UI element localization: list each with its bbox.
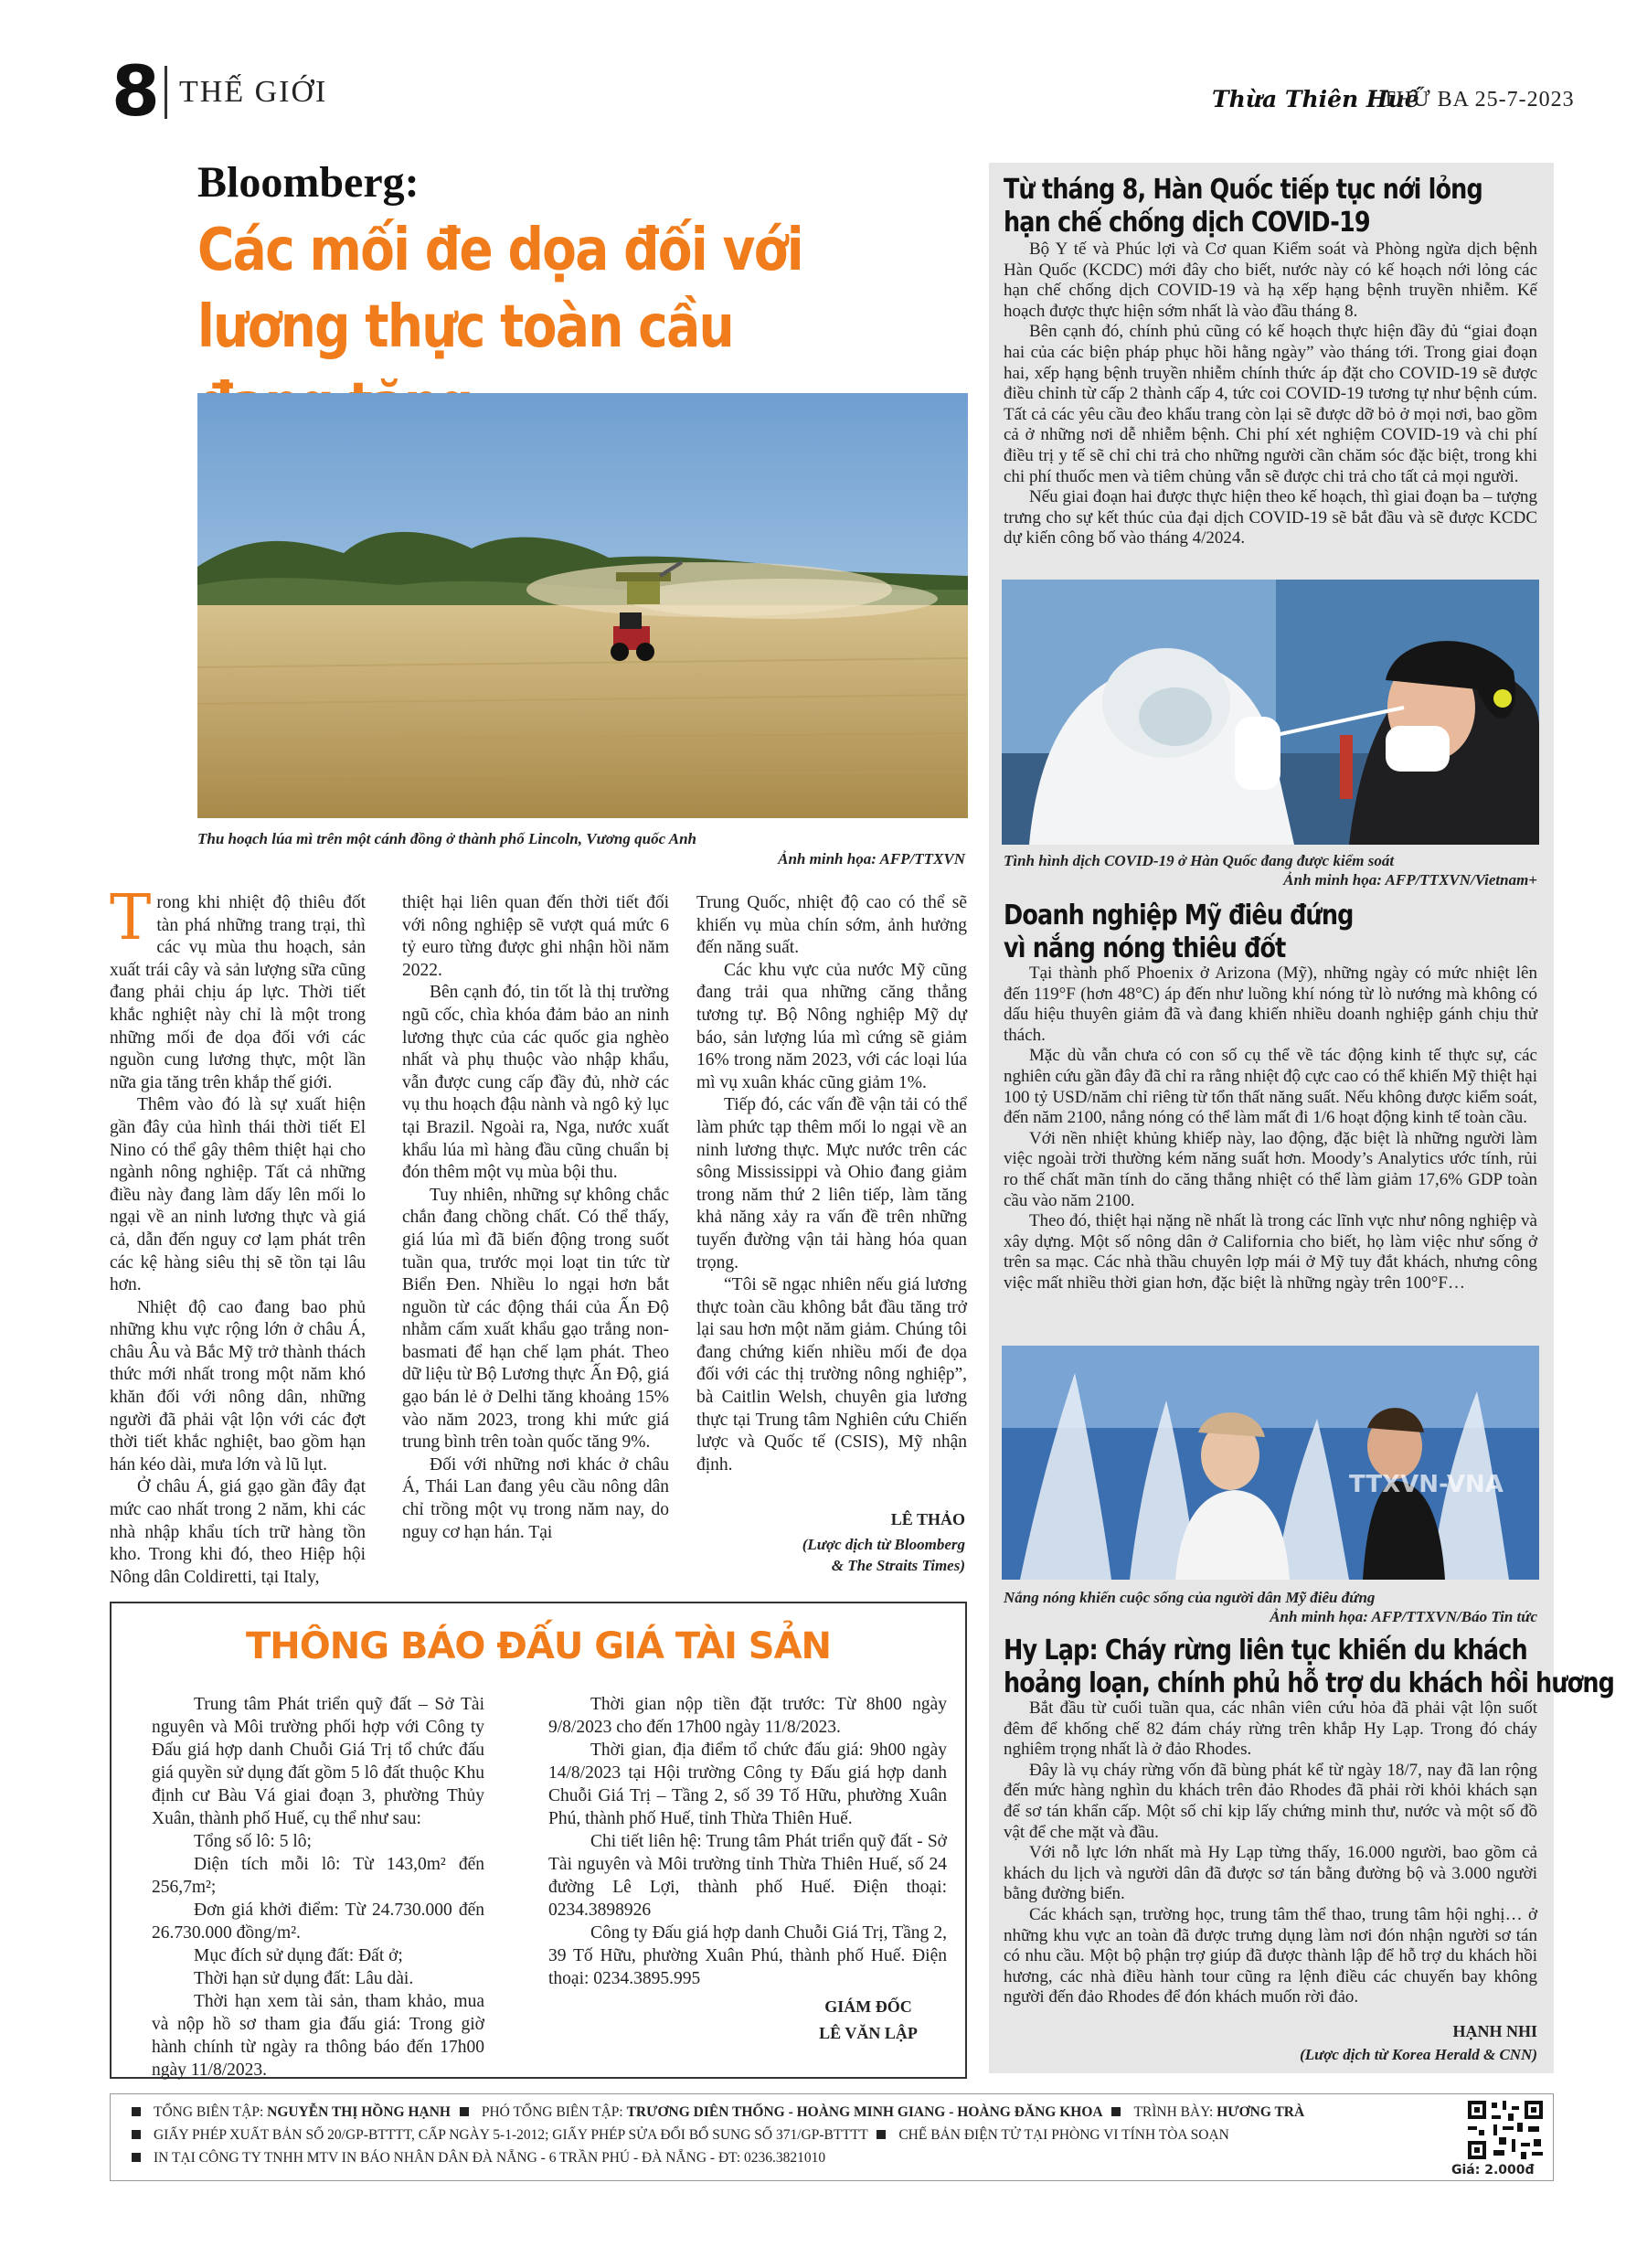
heat-photo-caption: Nắng nóng khiến cuộc sống của người dân Mỹ điêu đứng: [1004, 1589, 1376, 1606]
footer-row-license: [126, 2125, 1229, 2145]
sidebar-paragraph: Các khách sạn, trường học, trung tâm thể thao, trung tâm hội nghị… ở những khu vực an toàn đã được trưng dụng làm nơi đón nhận người sơ tán có nhu cầu. Một bộ phận trợ giúp đã được thành lập để hỗ trợ du khách hồi hương, các nhà điều hành tour cũng ra lệnh điều các chuyến bay không người đến đảo Rhodes để đón khách muốn rời đảo.: [1004, 1904, 1537, 2007]
notice-paragraph: Đơn giá khởi điểm: Từ 24.730.000 đến 26.730.000 đồng/m².: [152, 1901, 484, 1943]
sidebar-paragraph: Theo đó, thiệt hại nặng nề nhất là trong các lĩnh vực như nông nghiệp và xây dựng. Một số nông dân ở California cho biết, họ làm việc như sống ở trên sa mạc. Các nhà thầu chuyên lợp mái ở Mỹ tuy đắt khách, nhưng công việc mất nhiều thời gian hơn, đặc biệt là những ngày trên 100°F…: [1004, 1211, 1537, 1293]
section-name: THẾ GIỚI: [179, 75, 328, 109]
sidebar-article-3-source: (Lược dịch từ Korea Herald & CNN): [1300, 2046, 1537, 2063]
sidebar-paragraph: Bắt đầu từ cuối tuần qua, các nhân viên cứu hỏa đã phải vật lộn suốt đêm để khống chế 82 đám cháy rừng trên khắp Hy Lạp. Trong đó cháy nghiêm trọng nhất là ở đảo Rhodes.: [1004, 1698, 1537, 1760]
bullet-square-icon: [877, 2130, 886, 2139]
header-divider: [165, 66, 167, 119]
footer-row-printer: [126, 2148, 825, 2167]
page-number: 8: [112, 50, 160, 132]
notice-paragraph: Thời hạn xem tài sản, tham khảo, mua và nộp hồ sơ tham gia đấu giá: Trong giờ hành chính từ ngày ra thông báo đến 17h00 ngày 11/8/2023.: [152, 1992, 484, 2080]
editor-in-chief: NGUYỄN THỊ HỒNG HẠNH: [267, 2104, 451, 2120]
article-paragraph: Trung Quốc, nhiệt độ cao có thể sẽ khiến vụ mùa chín sớm, ảnh hưởng đến năng suất.: [696, 893, 967, 958]
notice-paragraph: Công ty Đấu giá hợp danh Chuỗi Giá Trị, Tầng 2, 39 Tố Hữu, phường Xuân Phú, thành phố Huế. Điện thoại: 0234.3895.995: [548, 1923, 947, 1988]
notice-paragraph: Trung tâm Phát triển quỹ đất – Sở Tài nguyên và Môi trường phối hợp với Công ty Đấu giá hợp danh Chuỗi Giá Trị tổ chức đấu giá quyền sử dụng đất gồm 5 lô đất thuộc Khu định cư Bàu Vá giai đoạn 3, phường Thủy Xuân, thành phố Huế, cụ thể như sau:: [152, 1695, 484, 1828]
article-paragraph: Bên cạnh đó, tin tốt là thị trường ngũ cốc, chìa khóa đảm bảo an ninh lương thực của các quốc gia nghèo nhất và phụ thuộc vào nhập khẩu, vẫn được cung cấp đầy đủ, nhờ các vụ thu hoạch đậu nành và ngô kỷ lục tại Brazil. Ngoài ra, Nga, nước xuất khẩu lúa mì hàng đầu cũng chuẩn bị đón thêm một vụ mùa bội thu.: [402, 983, 669, 1183]
bullet-square-icon: [132, 2130, 141, 2139]
sidebar-article-1-title-line-2: hạn chế chống dịch COVID-19: [1004, 207, 1370, 239]
article-paragraph: Nhiệt độ cao đang bao phủ những khu vực rộng lớn ở châu Á, châu Âu và Bắc Mỹ trở thành thách thức mới nhất trong một năm khó khăn đối với nông dân, những người đã phải vật lộn với các đợt thời tiết khắc nghiệt, bao gồm hạn hán kéo dài, mưa lớn và lũ lụt.: [110, 1297, 366, 1475]
notice-paragraph: Thời gian, địa điểm tổ chức đấu giá: 9h00 ngày 14/8/2023 tại Hội trường Công ty Đấu giá hợp danh Chuỗi Giá Trị – Tầng 2, số 39 Tố Hữu, phường Xuân Phú, thành phố Huế, tỉnh Thừa Thiên Huế.: [548, 1741, 947, 1828]
sidebar-paragraph: Với nền nhiệt khủng khiếp này, lao động, đặc biệt là những người làm việc ngoài trời thường kém năng suất hơn. Moody’s Analytics ước tính, rủi ro thế chất mãn tính do căng thẳng nhiệt có thể làm giảm 17,6% GDP toàn cầu vào năm 2100.: [1004, 1128, 1537, 1210]
newspaper-name: Thừa Thiên Huế: [1212, 86, 1419, 112]
notice-paragraph: Thời hạn sử dụng đất: Lâu dài.: [194, 1969, 414, 1988]
sidebar-paragraph: Tại thành phố Phoenix ở Arizona (Mỹ), những ngày có mức nhiệt lên đến 119°F (hơn 48°C) áp đến như luồng khí nóng từ lò nướng mà không có dấu hiệu thuyên giảm đã và đang khiến nhiều doanh nghiệp gánh chịu thử thách.: [1004, 964, 1537, 1045]
article-paragraph: “Tôi sẽ ngạc nhiên nếu giá lương thực toàn cầu không bắt đầu tăng trở lại sau hơn một năm giảm. Chúng tôi đang chứng kiến nhiều mối đe dọa đối với các thị trường nông nghiệp”, bà Caitlin Welsh, chuyên gia lương thực tại Trung tâm Nghiên cứu Chiến lược và Quốc tế (CSIS), Mỹ nhận định.: [696, 1275, 967, 1475]
sidebar-paragraph: Đây là vụ cháy rừng vốn đã bùng phát kể từ ngày 18/7, nay đã lan rộng đến mức hàng nghìn du khách trên đảo Rhodes đã phải rời khỏi khách sạn để sơ tán khẩn cấp. Một số chỉ kịp lấy chứng minh thư, nước và một số đồ vật để che mặt và đầu.: [1004, 1760, 1537, 1842]
notice-paragraph: Diện tích mỗi lô: Từ 143,0m² đến 256,7m²;: [152, 1855, 484, 1897]
article-paragraph: Đối với những nơi khác ở châu Á, Thái Lan đang yêu cầu nông dân chỉ trồng một vụ trong năm nay, do nguy cơ hạn hán. Tại: [402, 1454, 669, 1542]
sidebar-paragraph: Mặc dù vẫn chưa có con số cụ thể về tác động kinh tế thực sự, các nghiên cứu gần đây đã chỉ ra rằng nhiệt độ cực cao có thể khiến Mỹ thiệt hại 100 tỷ USD/năm chỉ riêng từ tổn thất năng suất. Nếu không được kiểm soát, đến năm 2100, nắng nóng có thể làm mất đi 1/6 hoạt động kinh tế toàn cầu.: [1004, 1046, 1537, 1128]
article-source-1: (Lược dịch từ Bloomberg: [802, 1536, 965, 1553]
sidebar-article-2-title-line-2: vì nắng nóng thiêu đốt: [1004, 932, 1286, 964]
article-paragraph: Ở châu Á, giá gạo gần đây đạt mức cao nhất trong 2 năm, khi các nhà nhập khẩu tích trữ hàng tồn kho. Trong khi đó, theo Hiệp hội Nông dân Coldiretti, tại Italy,: [110, 1477, 366, 1587]
deputy-editors: TRƯƠNG DIÊN THỐNG - HOÀNG MINH GIANG - HOÀNG ĐĂNG KHOA: [626, 2104, 1103, 2120]
covid-photo-caption: Tình hình dịch COVID-19 ở Hàn Quốc đang được kiểm soát: [1004, 852, 1395, 869]
notice-column-1: [152, 1693, 484, 2082]
covid-test-photo: [1002, 580, 1539, 845]
sidebar-paragraph: Với nỗ lực lớn nhất mà Hy Lạp từng thấy, 16.000 người, bao gồm cả khách du lịch và người dân đã được sơ tán bằng đường bộ và 3.000 người bằng đường biển.: [1004, 1843, 1537, 1904]
fountain-heat-photo: [1002, 1346, 1539, 1580]
heat-photo-credit: Ảnh minh họa: AFP/TTXVN/Báo Tin tức: [1270, 1608, 1537, 1625]
footer-label: TỔNG BIÊN TẬP:: [154, 2104, 264, 2120]
footer-label: TRÌNH BÀY:: [1133, 2104, 1214, 2120]
layout-designer: HƯƠNG TRÀ: [1217, 2104, 1305, 2120]
notice-paragraph: Chi tiết liên hệ: Trung tâm Phát triển quỹ đất - Sở Tài nguyên và Môi trường tỉnh Thừa Thiên Huế, số 24 đường Lê Lợi, thành phố Huế. Điện thoại: 0234.3898926: [548, 1832, 947, 1920]
main-photo-credit: Ảnh minh họa: AFP/TTXVN: [778, 850, 965, 868]
sidebar-article-3-body: [1004, 1698, 1537, 2008]
article-column-1: [110, 882, 366, 1589]
sidebar-paragraph: Nếu giai đoạn hai được thực hiện theo kế hoạch, thì giai đoạn ba – tượng trưng cho sự kết thúc của đại dịch COVID-19 sẽ bắt đầu và sẽ được KCDC dự kiến công bố vào tháng 4/2024.: [1004, 487, 1537, 548]
sidebar-article-3-title-line-2: hoảng loạn, chính phủ hỗ trợ du khách hồi hương: [1004, 1667, 1615, 1699]
main-photo-caption: Thu hoạch lúa mì trên một cánh đồng ở thành phố Lincoln, Vương quốc Anh: [197, 830, 696, 847]
footer-label: PHÓ TỔNG BIÊN TẬP:: [481, 2104, 623, 2120]
article-paragraph: thiệt hại liên quan đến thời tiết đối với nông nghiệp sẽ vượt quá mức 6 tỷ euro từng được ghi nhận hồi năm 2022.: [402, 893, 669, 980]
sidebar-article-2-body: [1004, 964, 1537, 1294]
sidebar-article-1-title-line-1: Từ tháng 8, Hàn Quốc tiếp tục nới lỏng: [1004, 174, 1482, 206]
typesetting-note: CHẾ BẢN ĐIỆN TỬ TẠI PHÒNG VI TÍNH TÒA SOẠN: [898, 2127, 1229, 2143]
article-source-2: & The Straits Times): [831, 1557, 965, 1574]
sidebar-article-3-title-line-1: Hy Lạp: Cháy rừng liên tục khiến du khách: [1004, 1634, 1527, 1666]
article-headline: Các mối đe dọa đối với lương thực toàn cầu: [197, 217, 802, 362]
article-column-3: [696, 892, 967, 1476]
bullet-square-icon: [460, 2107, 469, 2116]
dropcap: T: [110, 882, 152, 954]
issue-date: THỨ BA 25-7-2023: [1382, 88, 1575, 112]
notice-signature-title: GIÁM ĐỐC: [824, 1997, 912, 2016]
sidebar-paragraph: Bên cạnh đó, chính phủ cũng có kế hoạch thực hiện đầy đủ “giai đoạn hai của các biện pháp phục hồi hằng ngày” vào tháng tới. Trong giai đoạn hai, xếp hạng bệnh truyền nhiễm chính thức áp đặt cho COVID-19 sẽ được điều chỉnh từ cấp 2 thành cấp 4, tức coi COVID-19 tương tự như bệnh cúm. Tất cả các yêu cầu đeo khẩu trang còn lại sẽ được dỡ bỏ ở mọi nơi, bao gồm cả ở những nơi dễ nhiễm bệnh. Chi phí xét nghiệm COVID-19 và chi phí điều trị y tế sẽ chỉ chi trả cho những người cần chăm sóc đặc biệt, trong khi chi phí thuốc men và tiêm chủng vẫn sẽ được chi trả cho tất cả mọi người.: [1004, 322, 1537, 486]
bullet-square-icon: [1111, 2107, 1121, 2116]
article-paragraph: Tuy nhiên, những sự không chắc chắn đang chồng chất. Có thể thấy, giá lúa mì đã biến động trong suốt tuần qua, trước mọi loạt tin tức từ Biển Đen. Nhiều lo ngại hơn bắt nguồn từ các động thái của Ấn Độ nhằm cấm xuất khẩu gạo trắng non-basmati để hạn chế lạm phát. Theo dữ liệu từ Bộ Lương thực Ấn Độ, giá gạo bán lẻ ở Delhi tăng khoảng 15% vào năm 2023, trong khi mức giá trung bình trên toàn quốc tăng 9%.: [402, 1185, 669, 1453]
photo-watermark: TTXVN-VNA: [1349, 1471, 1504, 1498]
sidebar-article-2-title-line-1: Doanh nghiệp Mỹ điêu đứng: [1004, 900, 1354, 932]
article-paragraph: Tiếp đó, các vấn đề vận tải có thể làm phức tạp thêm mối lo ngại về an ninh lương thực. Mực nước trên các sông Mississippi và Ohio đang giảm trong năm thứ 2 liên tiếp, làm tăng khả năng xảy ra vấn đề trên những tuyến đường vận tải hàng hóa quan trọng.: [696, 1095, 967, 1272]
article-paragraph: Thêm vào đó là sự xuất hiện gần đây của hình thái thời tiết El Nino có thể gây thêm thiệt hại cho ngành nông nghiệp. Tất cả những điều này đang làm dấy lên mối lo ngại về an ninh lương thực và giá cả, dẫn đến nguy cơ lạm phát trên các kệ hàng siêu thị sẽ tồn tại lâu hơn.: [110, 1095, 366, 1295]
covid-photo-credit: Ảnh minh họa: AFP/TTXVN/Vietnam+: [1283, 871, 1537, 889]
qr-code-icon: [1466, 2099, 1545, 2161]
bullet-square-icon: [132, 2107, 141, 2116]
notice-paragraph: Thời gian nộp tiền đặt trước: Từ 8h00 ngày 9/8/2023 cho đến 17h00 ngày 11/8/2023.: [548, 1695, 947, 1737]
article-author: LÊ THẢO: [890, 1510, 965, 1528]
field-harvest-photo: [197, 393, 968, 818]
sidebar-article-1-body: [1004, 240, 1537, 549]
sidebar-paragraph: Bộ Y tế và Phúc lợi và Cơ quan Kiểm soát và Phòng ngừa dịch bệnh Hàn Quốc (KCDC) mới đây cho biết, nước này có kế hoạch nới lỏng các hạn chế chống dịch COVID-19 và hạ xếp hạng bệnh truyền nhiễm. Kế hoạch được thực hiện sớm nhất là vào đầu tháng 8.: [1004, 240, 1537, 321]
article-paragraph: Các khu vực của nước Mỹ cũng đang trải qua những căng thẳng tương tự. Bộ Nông nghiệp Mỹ dự báo, sản lượng lúa mì cứng sẽ giảm 16% trong năm 2023, với các loại lúa mì vụ xuân khác cũng giảm 1%.: [696, 960, 967, 1092]
publishing-license: GIẤY PHÉP XUẤT BẢN SỐ 20/GP-BTTTT, CẤP NGÀY 5-1-2012; GIẤY PHÉP SỬA ĐỔI BỔ SUNG SỐ 371/GP-BTTTT: [154, 2127, 868, 2143]
article-paragraph: rong khi nhiệt độ thiêu đốt tàn phá những trang trại, thì các vụ mùa thu hoạch, sản xuất trái cây và sản lượng sữa cũng đang phải chịu áp lực. Thời tiết khắc nghiệt này chỉ là một trong những mối đe dọa đối với các nguồn cung lương thực, một lần nữa gia tăng trên khắp thế giới.: [110, 893, 366, 1092]
footer-row-editors: [126, 2103, 1304, 2122]
issue-price: Giá: 2.000đ: [1451, 2163, 1535, 2177]
notice-signature-name: LÊ VĂN LẬP: [819, 2024, 918, 2042]
printer-info: IN TẠI CÔNG TY TNHH MTV IN BÁO NHÂN DÂN ĐÀ NẴNG - 6 TRẦN PHÚ - ĐÀ NẴNG - ĐT: 0236.3821010: [154, 2150, 826, 2166]
article-kicker: Bloomberg:: [197, 158, 420, 207]
sidebar-article-3-author: HẠNH NHI: [1452, 2022, 1537, 2040]
bullet-square-icon: [132, 2153, 141, 2162]
notice-paragraph: Mục đích sử dụng đất: Đất ở;: [194, 1946, 403, 1965]
notice-column-2: [548, 1693, 947, 1990]
notice-paragraph: Tổng số lô: 5 lô;: [194, 1832, 312, 1851]
article-column-2: [402, 892, 669, 1544]
notice-title: THÔNG BÁO ĐẤU GIÁ TÀI SẢN: [245, 1625, 832, 1667]
